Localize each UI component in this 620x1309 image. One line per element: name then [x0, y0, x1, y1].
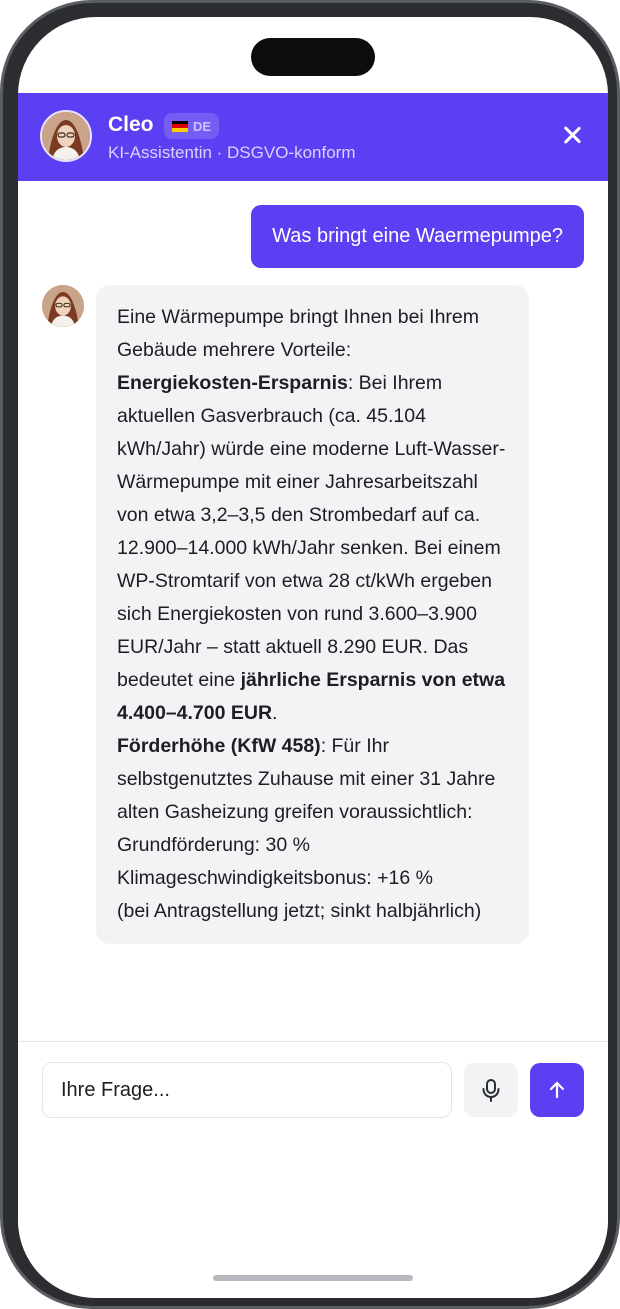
assistant-avatar: [40, 110, 92, 162]
assistant-message: [96, 285, 529, 944]
language-badge: [164, 113, 219, 139]
funding-text: : Für Ihr selbstgenutztes Zuhause mit einer 31 Jahre alten Gasheizung greifen voraussichtlich:: [117, 735, 496, 823]
savings-text: : Bei Ihrem aktuellen Gasverbrauch (ca. 45.104 kWh/Jahr) würde eine moderne Luft-Wasser-Wärmepumpe mit einer Jahresarbeitszahl von etwa 3,2–3,5 den Strombedarf auf ca. 12.900–14.000 kWh/Jahr senken. Bei einem WP-Stromtarif von etwa 28 ct/kWh ergeben sich Energiekosten von rund 3.600–3.900 EUR/Jahr – statt aktuell 8.290 EUR. Das bedeutet eine: [117, 372, 506, 691]
chat-header: [18, 93, 608, 181]
input-bar: [18, 1042, 608, 1298]
message-intro: Eine Wärmepumpe bringt Ihnen bei Ihrem Gebäude mehrere Vorteile:: [117, 306, 480, 361]
microphone-button[interactable]: [464, 1063, 518, 1117]
dynamic-island: [251, 38, 375, 76]
send-button[interactable]: [530, 1063, 584, 1117]
savings-end: .: [272, 702, 278, 724]
close-icon[interactable]: [560, 123, 584, 147]
savings-heading: Energiekosten-Ersparnis: [117, 372, 348, 394]
screen: [18, 17, 608, 1298]
funding-heading: Förderhöhe (KfW 458): [117, 735, 321, 757]
assistant-name: Cleo: [108, 113, 154, 136]
german-flag-icon: [172, 121, 188, 132]
chat-thread[interactable]: [18, 181, 608, 1041]
microphone-icon: [480, 1078, 502, 1102]
arrow-up-icon: [547, 1080, 567, 1100]
user-message: Was bringt eine Waermepumpe?: [251, 205, 584, 268]
funding-bonus: Klimageschwindigkeitsbonus: +16 %: [117, 867, 433, 889]
funding-note: (bei Antragstellung jetzt; sinkt halbjährlich): [117, 900, 482, 922]
funding-base: Grundförderung: 30 %: [117, 834, 310, 856]
question-input[interactable]: [42, 1062, 452, 1118]
savings-highlight: jährliche Ersparnis von etwa 4.400–4.700 EUR: [117, 669, 506, 724]
language-code: DE: [193, 118, 212, 134]
assistant-message-avatar: [42, 285, 84, 327]
home-indicator[interactable]: [213, 1275, 413, 1281]
assistant-subtitle: KI-Assistentin · DSGVO-konform: [108, 143, 356, 162]
